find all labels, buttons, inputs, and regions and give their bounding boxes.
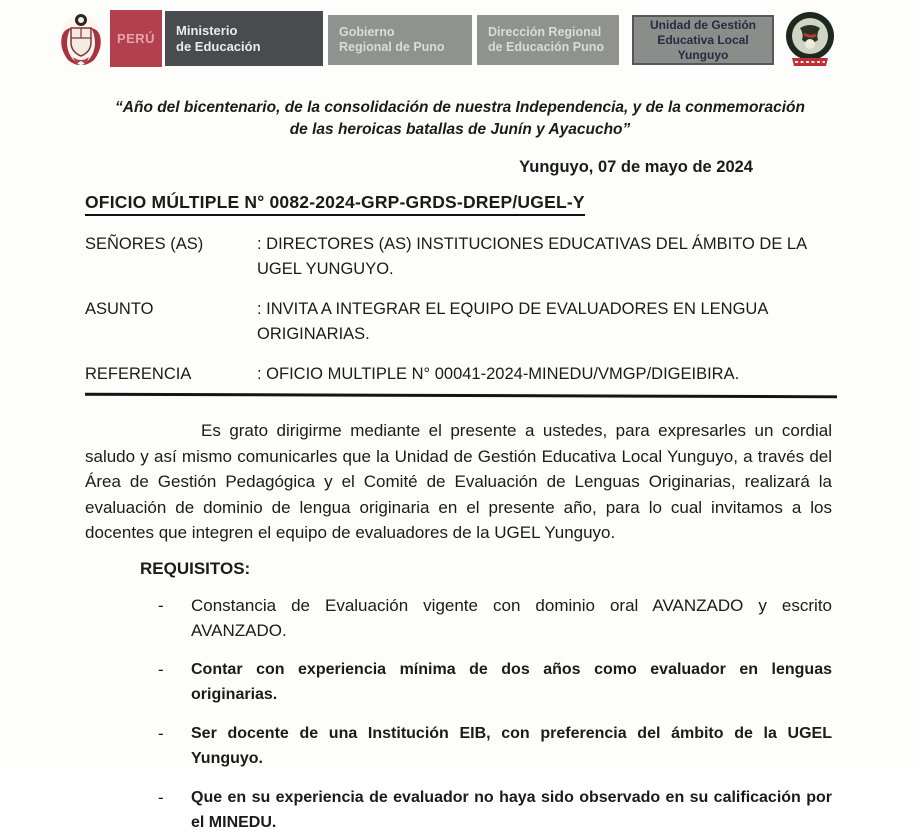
document-title (85, 192, 920, 213)
meta-label: REFERENCIA (85, 365, 192, 383)
meta-row-senores (85, 232, 833, 282)
meta-value: : OFICIO MULTIPLE N° 00041-2024-MINEDU/VMGP/DIGEIBIRA. (257, 365, 740, 383)
gov-line1: Gobierno (339, 25, 395, 39)
list-item-text: Ser docente de una Institución EIB, con preferencia del ámbito de la UGEL Yunguyo. (191, 724, 832, 767)
requisitos-heading: REQUISITOS: (140, 558, 251, 578)
dash-bullet-icon: - (158, 787, 164, 807)
gov-line2: Regional de Puno (339, 40, 445, 54)
regional-government-block (328, 15, 472, 65)
date-line: Yunguyo, 07 de mayo de 2024 (519, 158, 753, 176)
dash-bullet-icon: - (158, 659, 164, 679)
list-item-text: Contar con experiencia mínima de dos años como evaluador en lenguas originarias. (191, 660, 832, 703)
meta-label: SEÑORES (AS) (85, 235, 204, 253)
meta-section (85, 232, 833, 387)
dash-bullet-icon: - (158, 595, 164, 615)
meta-label: ASUNTO (85, 300, 154, 318)
peru-coat-of-arms-icon (58, 10, 104, 68)
list-item (158, 657, 832, 707)
body-paragraph: Es grato dirigirme mediante el presente a ustedes, para expresarles un cordial saludo y así mismo comunicarles que la Unidad de Gestión Educativa Local Yunguyo, a través del Área de Gestión Pedagógica y el Comité de Evaluación de Lenguas Originarias, realizará la evaluación de dominio de lengua originaria en el presente año, para lo cual invitamos a los docentes que integren el equipo de evaluadores de la UGEL Yunguyo. (85, 421, 832, 542)
list-item-text: Constancia de Evaluación vigente con dominio oral AVANZADO y escrito AVANZADO. (191, 595, 832, 640)
requisitos-list (158, 593, 832, 835)
peru-brand-block (110, 10, 162, 67)
document-title-text: OFICIO MÚLTIPLE N° 0082-2024-GRP-GRDS-DREP/UGEL-Y (85, 192, 585, 216)
dash-bullet-icon: - (158, 723, 164, 743)
ministry-block (165, 11, 323, 66)
peru-label: PERÚ (116, 31, 156, 46)
header-divider-rule (85, 393, 837, 399)
ugel-line1: Unidad de Gestión (649, 17, 756, 32)
list-item-text: Que en su experiencia de evaluador no haya sido observado en su calificación por el MINEDU. (191, 788, 832, 831)
meta-row-asunto (85, 297, 833, 347)
list-item (158, 593, 832, 643)
ugel-seal-icon (784, 10, 836, 72)
quote-line2: de las heroicas batallas de Junín y Ayacucho” (289, 121, 631, 138)
meta-row-referencia (85, 362, 833, 387)
list-item (158, 785, 832, 835)
ugel-line2: Educativa Local Yunguyo (657, 32, 749, 62)
meta-value: : DIRECTORES (AS) INSTITUCIONES EDUCATIVAS DEL ÁMBITO DE LA UGEL YUNGUYO. (257, 235, 807, 278)
meta-value: : INVITA A INTEGRAR EL EQUIPO DE EVALUADORES EN LENGUA ORIGINARIAS. (257, 300, 768, 343)
ministry-line2: de Educación (176, 38, 261, 54)
dre-line2: de Educación Puno (488, 40, 604, 54)
quote-line1: “Año del bicentenario, de la consolidación de nuestra Independencia, y de la conmemoración (115, 99, 805, 116)
regional-education-block (477, 15, 619, 65)
letterhead (0, 0, 920, 72)
dre-line1: Dirección Regional (488, 25, 602, 39)
ugel-block (632, 15, 774, 65)
list-item (158, 721, 832, 771)
year-legend-quote (64, 97, 856, 141)
ministry-line1: Ministerio (176, 22, 238, 38)
